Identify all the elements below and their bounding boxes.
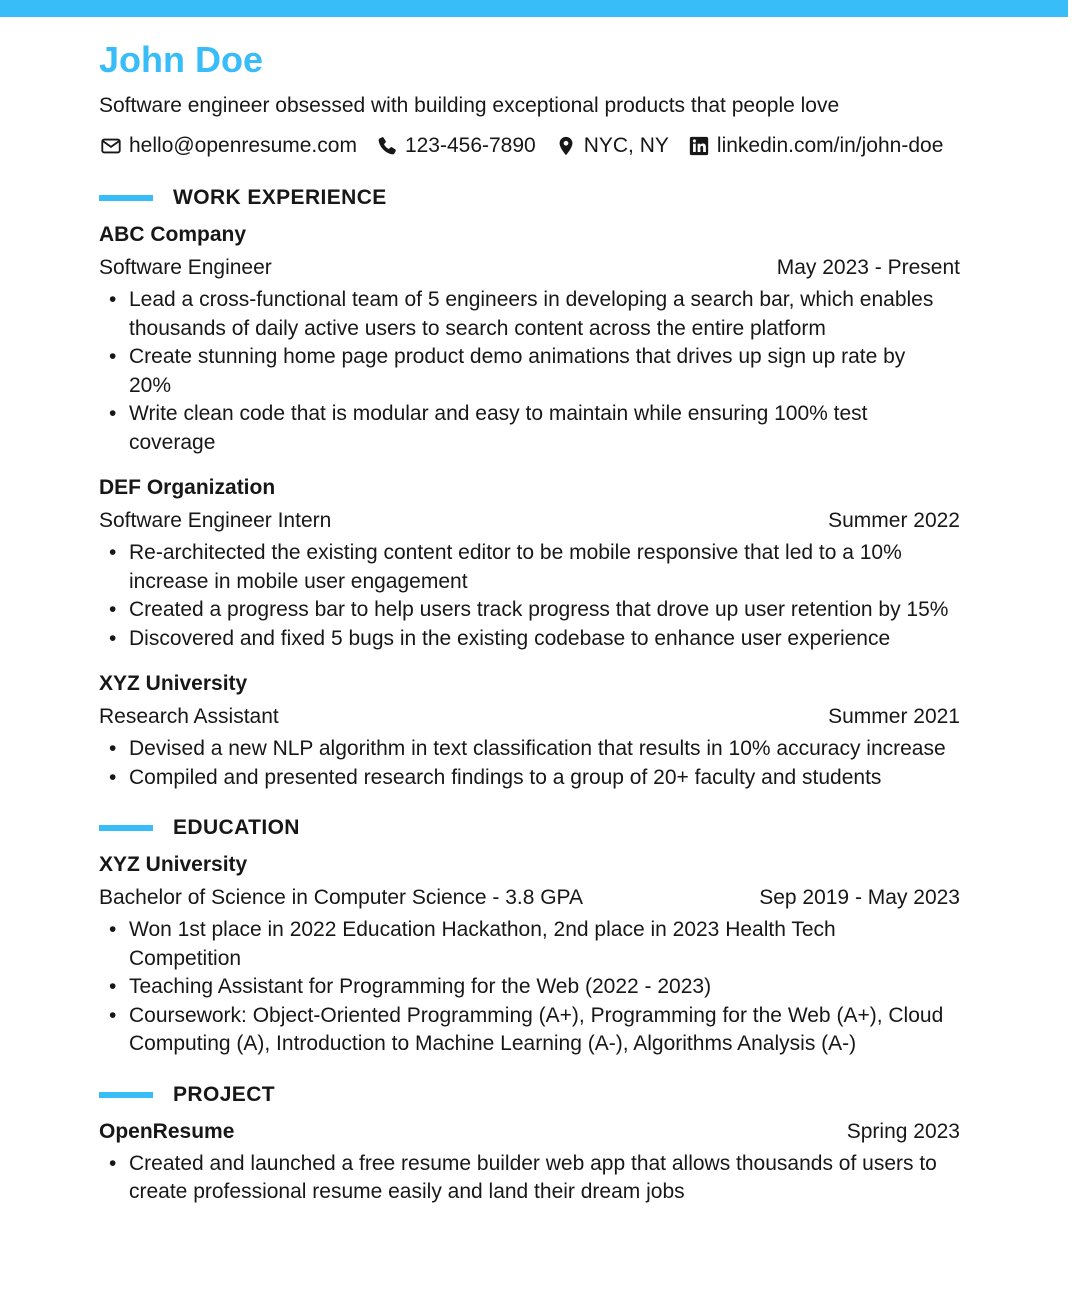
work-entry bbox=[99, 473, 960, 653]
phone-icon bbox=[375, 134, 399, 158]
work-role: Software Engineer Intern bbox=[99, 509, 332, 532]
bullet-item: • Created a progress bar to help users track progress that drove up user retention by 15% bbox=[99, 596, 960, 625]
resume-name: John Doe bbox=[99, 39, 264, 80]
contact-email[interactable] bbox=[99, 134, 357, 158]
mail-icon bbox=[99, 134, 123, 158]
work-bullets bbox=[99, 735, 960, 792]
bullet-item: • Devised a new NLP algorithm in text classification that results in 10% accuracy increase bbox=[99, 735, 960, 764]
work-bullets bbox=[99, 286, 960, 457]
bullet-item: • Teaching Assistant for Programming for the Web (2022 - 2023) bbox=[99, 973, 960, 1002]
section-heading-work bbox=[99, 182, 960, 214]
project-bullets bbox=[99, 1150, 960, 1207]
contact-phone[interactable] bbox=[375, 134, 536, 158]
resume-page bbox=[99, 38, 960, 1207]
bullet-item: • Create stunning home page product demo animations that drives up sign up rate by 20% bbox=[99, 343, 960, 400]
education-degree: Bachelor of Science in Computer Science - 3.8 GPA bbox=[99, 886, 584, 909]
section-accent-bar bbox=[99, 825, 153, 831]
work-entry bbox=[99, 669, 960, 792]
section-title-education: EDUCATION bbox=[173, 816, 300, 839]
project-entry bbox=[99, 1117, 960, 1207]
education-school: XYZ University bbox=[99, 853, 248, 876]
contact-email-text: hello@openresume.com bbox=[129, 134, 357, 157]
work-role: Software Engineer bbox=[99, 256, 272, 279]
contact-bar bbox=[99, 130, 960, 162]
bullet-item: • Lead a cross-functional team of 5 engineers in developing a search bar, which enables thousands of daily active users to search content across the entire platform bbox=[99, 286, 960, 343]
section-accent-bar bbox=[99, 1092, 153, 1098]
work-date: Summer 2022 bbox=[828, 509, 960, 532]
section-heading-education bbox=[99, 812, 960, 844]
section-accent-bar bbox=[99, 195, 153, 201]
contact-location[interactable] bbox=[554, 134, 669, 158]
section-heading-project bbox=[99, 1079, 960, 1111]
work-company: XYZ University bbox=[99, 672, 248, 695]
section-title-project: PROJECT bbox=[173, 1082, 275, 1106]
project-date: Spring 2023 bbox=[846, 1119, 960, 1143]
work-role-row bbox=[99, 506, 960, 536]
bullet-item: • Coursework: Object-Oriented Programming (A+), Programming for the Web (A+), Cloud Computing (A), Introduction to Machine Learning (A-), Algorithms Analysis (A-) bbox=[99, 1002, 960, 1059]
work-role-row bbox=[99, 253, 960, 283]
education-date: Sep 2019 - May 2023 bbox=[759, 886, 960, 909]
contact-location-text: NYC, NY bbox=[583, 134, 669, 157]
top-accent-bar bbox=[0, 0, 1068, 17]
contact-linkedin[interactable] bbox=[687, 134, 943, 158]
project-name-row bbox=[99, 1117, 960, 1147]
bullet-item: • Created and launched a free resume builder web app that allows thousands of users to create professional resume easily and land their dream jobs bbox=[99, 1150, 960, 1207]
bullet-item: • Write clean code that is modular and easy to maintain while ensuring 100% test coverage bbox=[99, 400, 960, 457]
education-degree-row bbox=[99, 883, 960, 913]
work-bullets bbox=[99, 539, 960, 653]
education-entry bbox=[99, 850, 960, 1059]
project-name: OpenResume bbox=[99, 1119, 235, 1143]
resume-summary: Software engineer obsessed with building exceptional products that people love bbox=[99, 94, 840, 117]
bullet-item: • Won 1st place in 2022 Education Hackathon, 2nd place in 2023 Health Tech Competition bbox=[99, 916, 960, 973]
education-bullets bbox=[99, 916, 960, 1059]
work-role: Research Assistant bbox=[99, 705, 279, 728]
work-company: DEF Organization bbox=[99, 476, 276, 499]
location-pin-icon bbox=[554, 134, 578, 158]
linkedin-icon bbox=[687, 134, 711, 158]
bullet-item: • Re-architected the existing content editor to be mobile responsive that led to a 10% increase in mobile user engagement bbox=[99, 539, 960, 596]
bullet-item: • Discovered and fixed 5 bugs in the existing codebase to enhance user experience bbox=[99, 625, 960, 654]
bullet-item: • Compiled and presented research findings to a group of 20+ faculty and students bbox=[99, 764, 960, 793]
work-entry bbox=[99, 220, 960, 457]
work-company: ABC Company bbox=[99, 223, 247, 246]
contact-phone-text: 123-456-7890 bbox=[404, 134, 536, 157]
work-date: Summer 2021 bbox=[828, 705, 960, 728]
contact-linkedin-text: linkedin.com/in/john-doe bbox=[716, 134, 944, 157]
section-title-work: WORK EXPERIENCE bbox=[173, 186, 387, 209]
work-role-row bbox=[99, 702, 960, 732]
work-date: May 2023 - Present bbox=[776, 256, 960, 279]
